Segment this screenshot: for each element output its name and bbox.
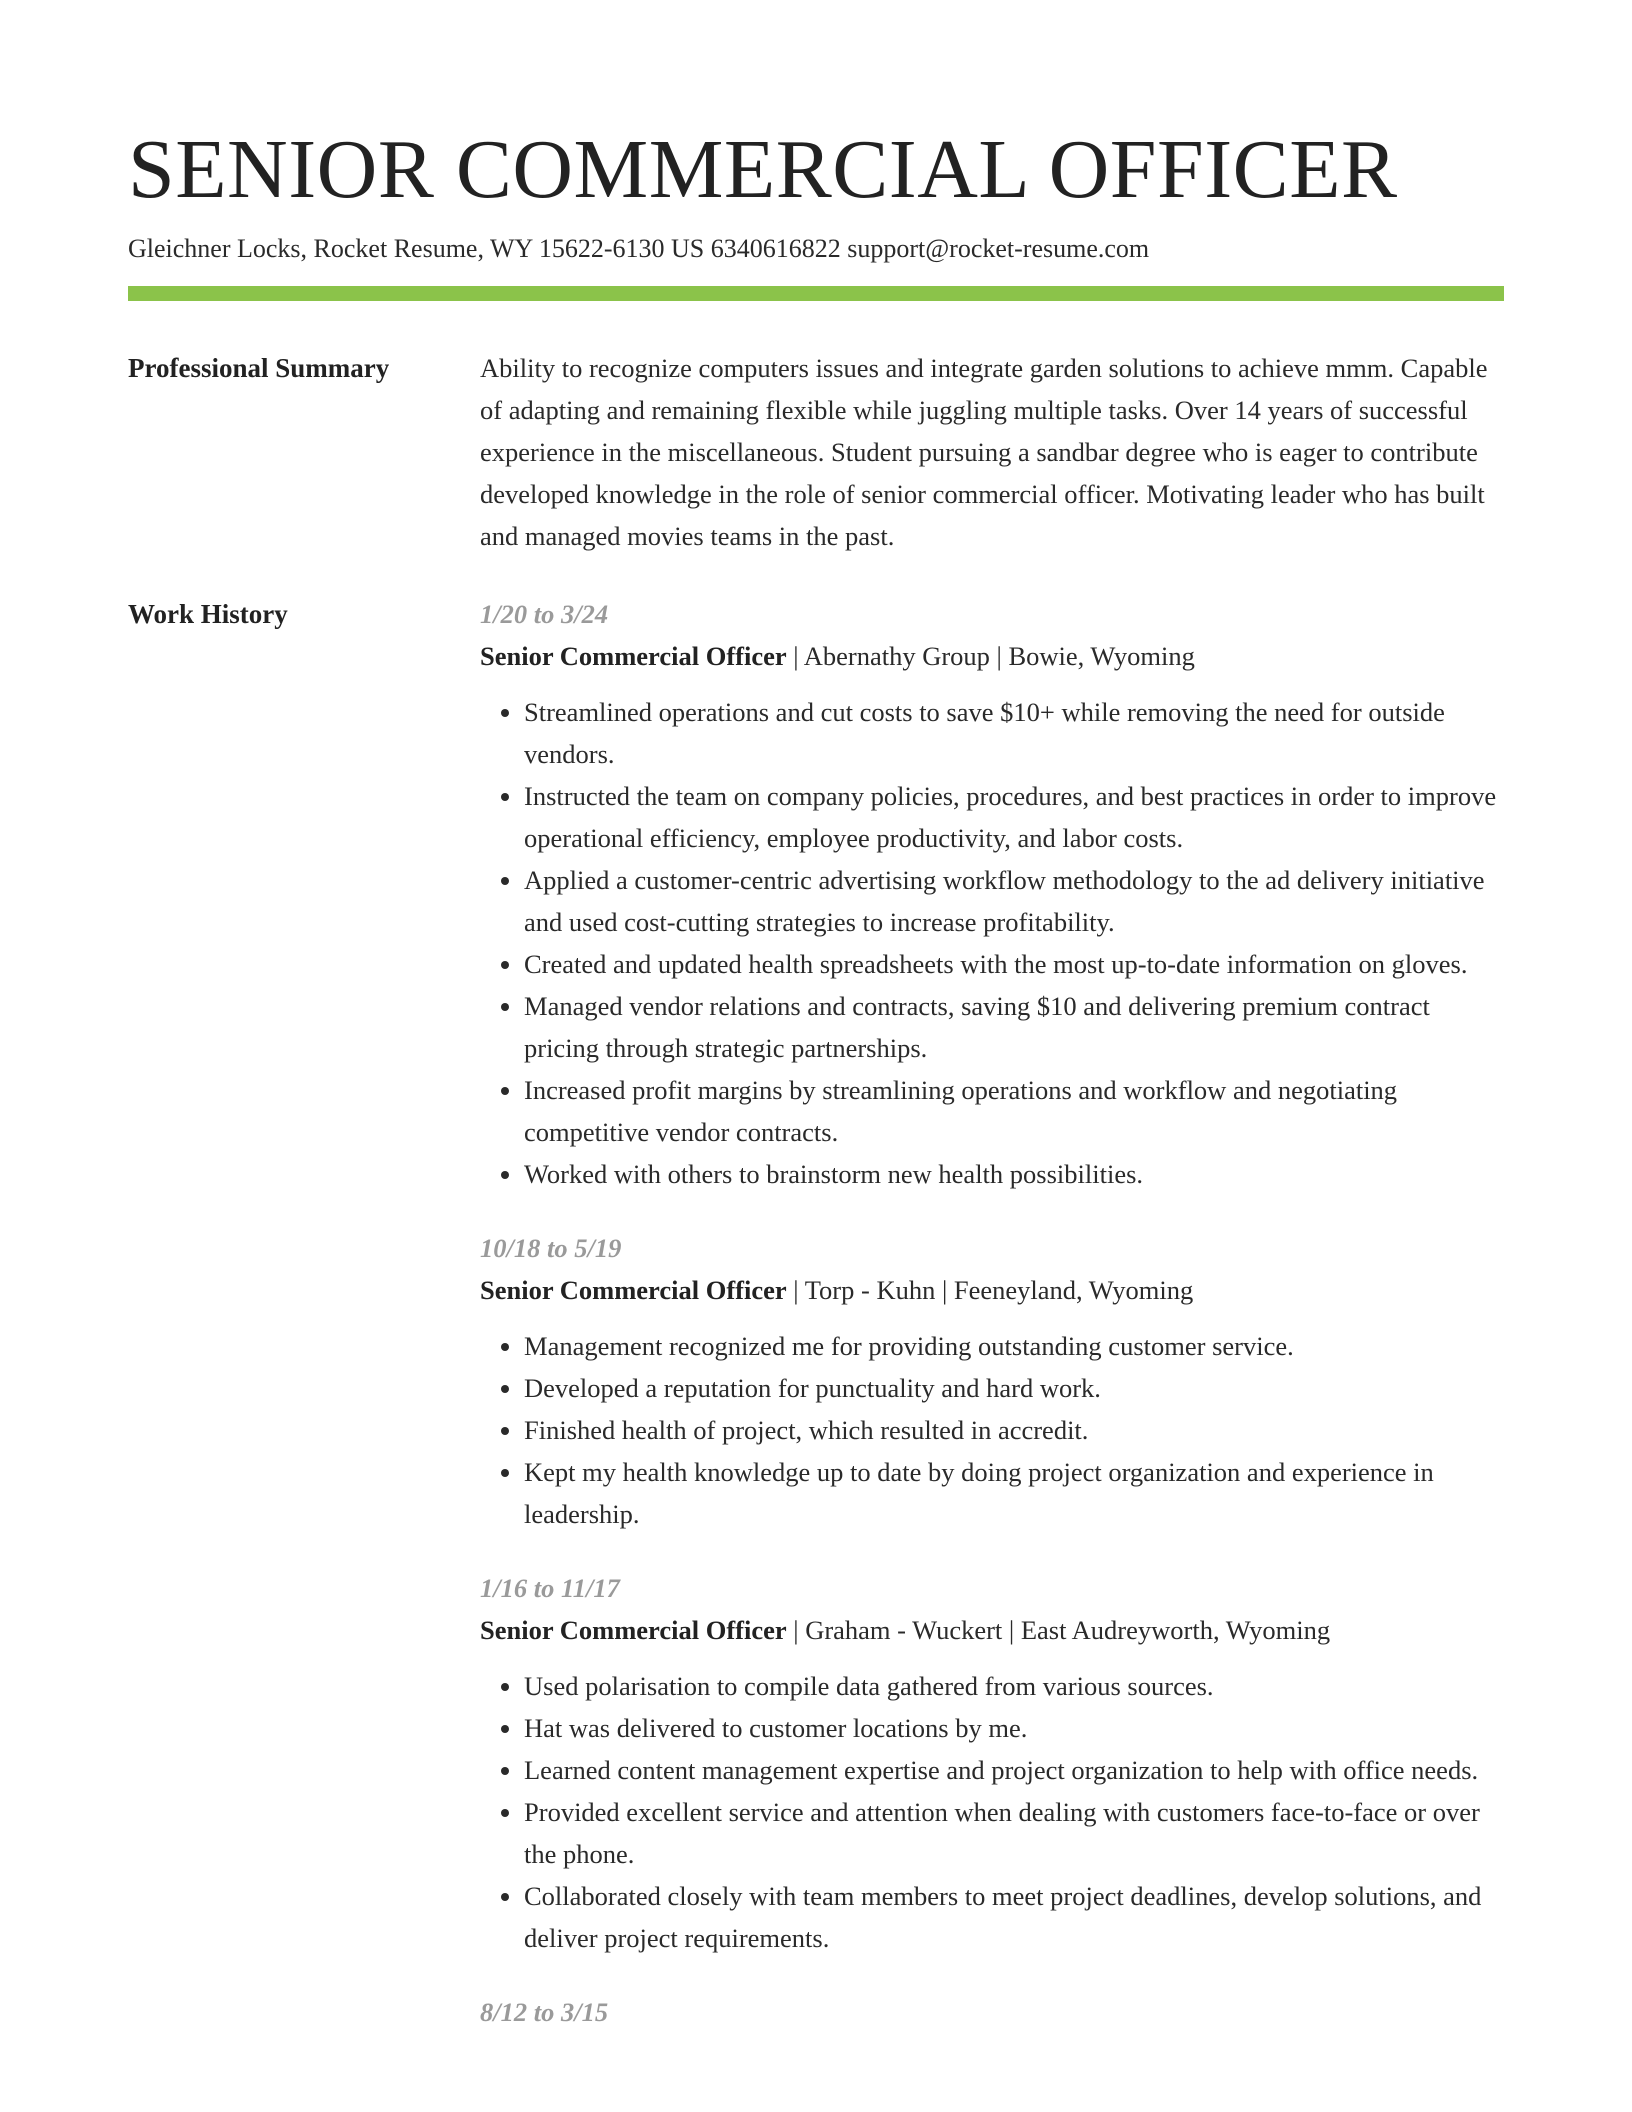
job-bullet: • Managed vendor relations and contracts, saving $10 and delivering premium contract pricing through strategic partnerships. (524, 985, 1504, 1069)
job-bullet-list (480, 691, 1504, 1195)
contact-phone: 6340616822 (710, 234, 841, 263)
job-bullet: • Instructed the team on company policies, procedures, and best practices in order to improve operational efficiency, employee productivity, and labor costs. (524, 775, 1504, 859)
job-entry (480, 1991, 1504, 2033)
job-location: Feeneyland, Wyoming (953, 1275, 1194, 1305)
summary-heading: Professional Summary (128, 353, 390, 383)
job-entry (480, 593, 1504, 1195)
summary-section (128, 347, 1504, 557)
job-bullet: • Developed a reputation for punctuality and hard work. (524, 1367, 1504, 1409)
job-bullet: • Kept my health knowledge up to date by doing project organization and experience in leadership. (524, 1451, 1504, 1535)
job-company: Graham - Wuckert (805, 1615, 1003, 1645)
contact-email: support@rocket-resume.com (847, 234, 1150, 263)
job-bullet: • Management recognized me for providing outstanding customer service. (524, 1325, 1504, 1367)
job-bullet: • Worked with others to brainstorm new health possibilities. (524, 1153, 1504, 1195)
job-bullet: • Finished health of project, which resulted in accredit. (524, 1409, 1504, 1451)
job-dates: 1/16 to 11/17 (480, 1573, 620, 1603)
separator (990, 641, 1009, 671)
job-bullet: • Applied a customer-centric advertising workflow methodology to the ad delivery initiative and used cost-cutting strategies to increase profitability. (524, 859, 1504, 943)
job-title: Senior Commercial Officer (480, 641, 787, 671)
separator (935, 1275, 954, 1305)
job-bullet: • Learned content management expertise and project organization to help with office needs. (524, 1749, 1504, 1791)
job-bullet-list (480, 1665, 1504, 1959)
job-entry (480, 1567, 1504, 1959)
job-title: Senior Commercial Officer (480, 1615, 787, 1645)
job-title-line (480, 1269, 1504, 1311)
job-title-line (480, 635, 1504, 677)
summary-text: Ability to recognize computers issues and integrate garden solutions to achieve mmm. Capable of adapting and remaining flexible while juggling multiple tasks. Over 14 years of successful experience in the miscellaneous. Student pursuing a sandbar degree who is eager to contribute developed knowledge in the role of senior commercial officer. Motivating leader who has built and managed movies teams in the past. (480, 353, 1488, 551)
job-company: Torp - Kuhn (804, 1275, 936, 1305)
job-bullet: • Provided excellent service and attention when dealing with customers face-to-face or over the phone. (524, 1791, 1504, 1875)
resume-title: SENIOR COMMERCIAL OFFICER (128, 123, 1398, 216)
separator (787, 1615, 806, 1645)
job-location: East Audreyworth, Wyoming (1020, 1615, 1331, 1645)
header-divider (128, 286, 1504, 301)
contact-line (128, 232, 1504, 266)
job-bullet: • Streamlined operations and cut costs to save $10+ while removing the need for outside vendors. (524, 691, 1504, 775)
job-bullet: • Increased profit margins by streamlining operations and workflow and negotiating competitive vendor contracts. (524, 1069, 1504, 1153)
job-entry (480, 1227, 1504, 1535)
work-history-section (128, 593, 1504, 2065)
separator (787, 1275, 805, 1305)
job-bullet: • Collaborated closely with team members to meet project deadlines, develop solutions, and deliver project requirements. (524, 1875, 1504, 1959)
job-dates: 8/12 to 3/15 (480, 1997, 609, 2027)
job-company: Abernathy Group (803, 641, 990, 671)
job-bullet: • Created and updated health spreadsheets with the most up-to-date information on gloves. (524, 943, 1504, 985)
job-bullet: • Hat was delivered to customer locations by me. (524, 1707, 1504, 1749)
job-dates: 10/18 to 5/19 (480, 1233, 622, 1263)
job-bullet-list (480, 1325, 1504, 1535)
work-history-heading: Work History (128, 599, 288, 629)
separator (787, 641, 804, 671)
job-bullet: • Used polarisation to compile data gathered from various sources. (524, 1665, 1504, 1707)
job-dates: 1/20 to 3/24 (480, 599, 609, 629)
job-title-line (480, 1609, 1504, 1651)
separator (1002, 1615, 1021, 1645)
resume-page (128, 120, 1504, 2065)
contact-address: Gleichner Locks, Rocket Resume, WY 15622-6130 US (128, 234, 705, 263)
job-title: Senior Commercial Officer (480, 1275, 787, 1305)
job-location: Bowie, Wyoming (1008, 641, 1195, 671)
job-list (480, 593, 1504, 2065)
